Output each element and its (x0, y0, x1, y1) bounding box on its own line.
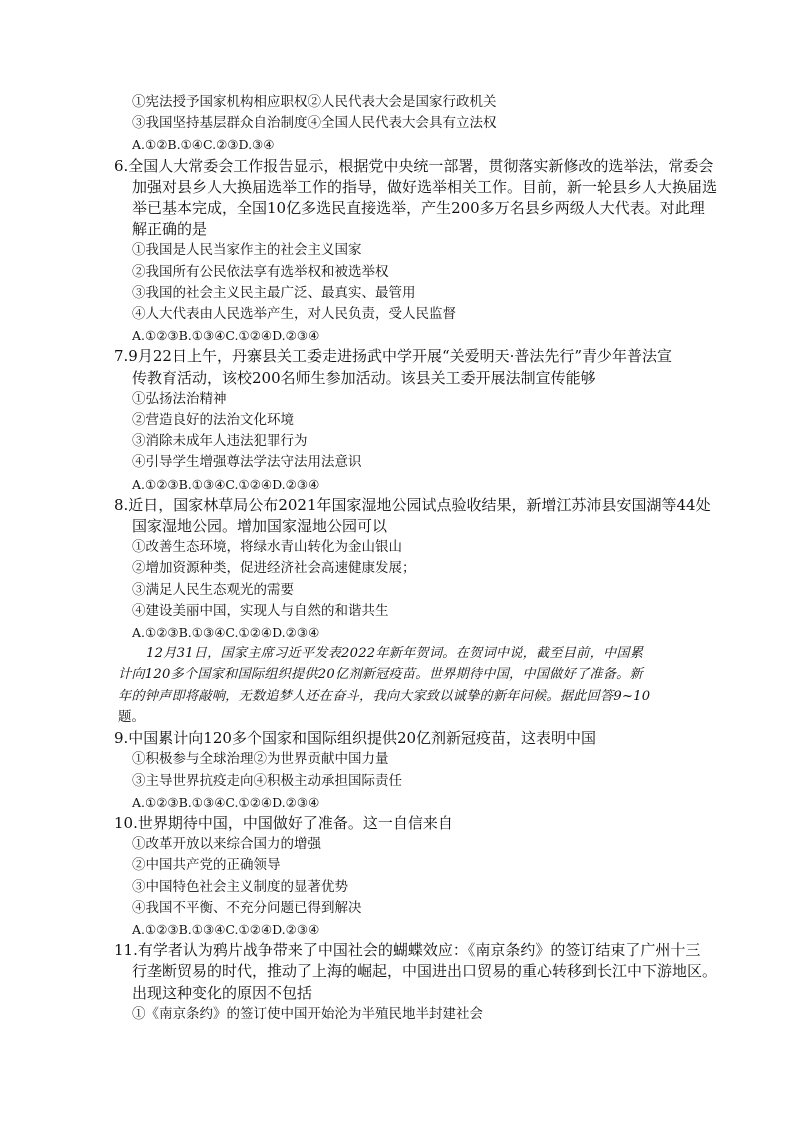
option-line: ③消除未成年人违法犯罪行为 (132, 433, 308, 450)
option-line: ③中国特色社会主义制度的显著优势 (132, 878, 348, 895)
question-stem: 传教育活动，该校200名师生参加活动。该县关工委开展法制宣传能够 (132, 368, 596, 387)
question-stem: 举已基本完成，全国10亿多选民直接选举，产生200多万名县乡两级人大代表。对此理 (132, 199, 705, 218)
option-line: ①宪法授予国家机构相应职权②人民代表大会是国家行政机关 (132, 94, 497, 110)
option-line: ②增加资源种类，促进经济社会高速健康发展； (132, 560, 416, 577)
answer-choices: A.①②③B.①③④C.①②④D.②③④ (132, 921, 320, 937)
option-line: ①《南京条约》的签订使中国开始沦为半殖民地半封建社会 (132, 1005, 483, 1022)
material-line: 题。 (118, 708, 145, 725)
option-line: ①积极参与全球治理②为世界贡献中国力量 (132, 751, 389, 768)
question-stem: 8.近日，国家林草局公布2021年国家湿地公园试点验收结果，新增江苏沛县安国湖等44处 (114, 495, 711, 514)
question-stem: 加强对县乡人大换届选举工作的指导，做好选举相关工作。目前，新一轮县乡人大换届选 (132, 177, 718, 196)
option-line: ④引导学生增强尊法学法守法用法意识 (132, 454, 362, 471)
question-stem: 国家湿地公园。增加国家湿地公园可以 (132, 517, 388, 536)
question-7 (114, 346, 698, 494)
question-stem: 9.中国累计向120多个国家和国际组织提供20亿剂新冠疫苗，这表明中国 (114, 729, 597, 748)
option-line: ②中国共产党的正确领导 (132, 857, 281, 874)
option-line: ④建设美丽中国，实现人与自然的和谐共生 (132, 602, 389, 619)
material-line: 12月31日，国家主席习近平发表2022年新年贺词。在贺词中说，截至目前，中国累 (146, 646, 644, 662)
question-11 (114, 940, 718, 1025)
question-9 (114, 728, 698, 813)
material-line: 年的钟声即将敲响，无数追梦人还在奋斗，我向大家致以诚挚的新年问候。据此回答9~10 (118, 688, 651, 704)
option-line: ①改善生态环境，将绿水青山转化为金山银山 (132, 539, 402, 556)
option-line: ③主导世界抗疫走向④积极主动承担国际责任 (132, 772, 402, 789)
question-stem: 10.世界期待中国，中国做好了准备。这一自信来自 (114, 813, 453, 832)
question-stem: 11.有学者认为鸦片战争带来了中国社会的蝴蝶效应：《南京条约》的签订结束了广州十三 (114, 941, 701, 960)
question-5-tail (118, 92, 698, 156)
answer-choices: A.①②③B.①③④C.①②④D.②③④ (132, 328, 320, 344)
option-line: ④我国不平衡、不充分问题已得到解决 (132, 899, 362, 916)
question-stem: 6.全国人大常委会工作报告显示，根据党中央统一部署，贯彻落实新修改的选举法，常委会 (114, 156, 714, 175)
answer-choices: A.①②B.①④C.②③D.③④ (132, 137, 275, 153)
option-line: ③满足人民生态观光的需要 (132, 581, 294, 598)
question-6 (114, 156, 718, 347)
option-line: ①弘扬法治精神 (132, 390, 227, 407)
option-line: ①改革开放以来综合国力的增强 (132, 836, 321, 853)
exam-page (114, 92, 718, 1025)
question-8 (114, 495, 711, 643)
answer-choices: A.①②③B.①③④C.①②④D.②③④ (132, 794, 320, 810)
question-stem: 解正确的是 (132, 220, 208, 239)
question-stem: 出现这种变化的原因不包括 (132, 983, 313, 1002)
option-line: ④人大代表由人民选举产生，对人民负责，受人民监督 (132, 306, 456, 323)
answer-choices: A.①②③B.①③④C.①②④D.②③④ (132, 476, 320, 492)
question-stem: 行垄断贸易的时代，推动了上海的崛起，中国进出口贸易的重心转移到长江中下游地区。 (132, 962, 718, 981)
question-10 (114, 813, 698, 940)
answer-choices: A.①②③B.①③④C.①②④D.②③④ (132, 625, 320, 641)
option-line: ③我国坚持基层群众自治制度④全国人民代表大会具有立法权 (132, 115, 497, 132)
reading-material (118, 643, 698, 728)
option-line: ①我国是人民当家作主的社会主义国家 (132, 242, 362, 259)
question-stem: 7.9月22日上午，丹寨县关工委走进扬武中学开展“关爱明天·普法先行”青少年普法宣 (114, 347, 673, 366)
option-line: ③我国的社会主义民主最广泛、最真实、最管用 (132, 284, 416, 301)
option-line: ②营造良好的法治文化环境 (132, 412, 294, 429)
material-line: 计向120多个国家和国际组织提供20亿剂新冠疫苗。世界期待中国，中国做好了准备。新 (118, 667, 643, 683)
option-line: ②我国所有公民依法享有选举权和被选举权 (132, 263, 389, 280)
